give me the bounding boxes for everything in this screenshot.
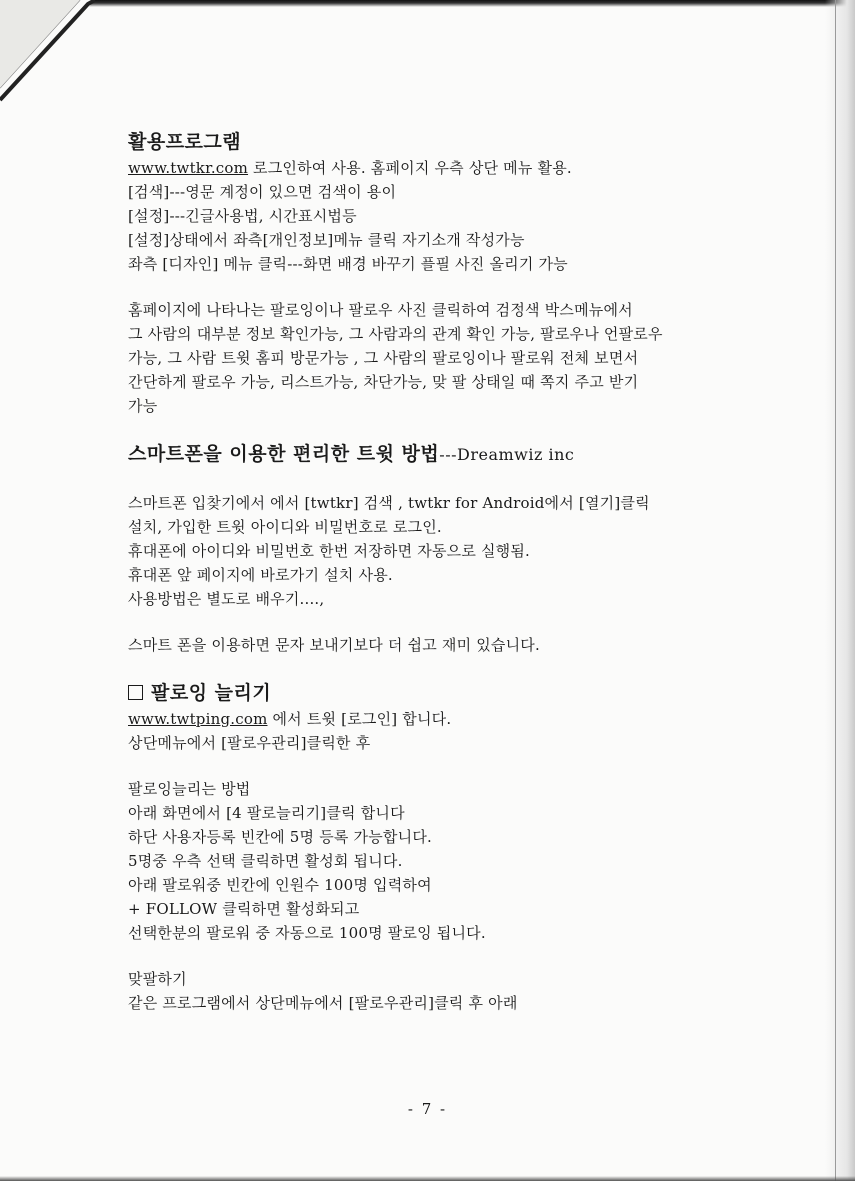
paragraph-line: 가능, 그 사람 트윗 홈피 방문가능 , 그 사람의 팔로잉이나 팔로워 전체 보면서 [128, 349, 639, 367]
section-title-following: 팔로잉 늘리기 [128, 679, 748, 707]
method-line: 5명중 우측 선택 클릭하면 활성회 됩니다. [128, 852, 403, 870]
scan-right-edge-line [835, 0, 836, 1181]
text-line: www.twtkr.com 로그인하여 사용. 홈페이지 우측 상단 메뉴 활용. [128, 159, 572, 177]
section-title-smartphone: 스마트폰을 이용한 편리한 트윗 방법---Dreamwiz inc [128, 443, 575, 465]
text-line: 설치, 가입한 트윗 아이디와 비밀번호로 로그인. [128, 518, 442, 536]
paragraph-line: 홈페이지에 나타나는 팔로잉이나 팔로우 사진 클릭하여 검정색 박스메뉴에서 [128, 301, 633, 319]
method-title: 팔로잉늘리는 방법 [128, 780, 251, 798]
scan-top-edge [0, 0, 855, 7]
closing-line: 스마트 폰을 이용하면 문자 보내기보다 더 쉽고 재미 있습니다. [128, 636, 540, 654]
paragraph-line: 그 사람의 대부분 정보 확인가능, 그 사람과의 관계 확인 가능, 팔로우나 언팔로우 [128, 325, 663, 343]
mutual-follow-title: 맞팔하기 [128, 970, 187, 988]
mutual-follow-line: 같은 프로그램에서 상단메뉴에서 [팔로우관리]클릭 후 아래 [128, 994, 518, 1012]
folded-corner-shadow [0, 0, 95, 105]
method-line: + FOLLOW 클릭하면 활성화되고 [128, 900, 360, 918]
text-line: [설정]---긴글사용법, 시간표시법등 [128, 207, 357, 225]
section-title-programs: 활용프로그램 [128, 131, 242, 153]
text-line: [검색]---영문 계정이 있으면 검색이 용이 [128, 183, 397, 201]
scan-right-edge [825, 0, 855, 1181]
text-line: 사용방법은 별도로 배우기...., [128, 590, 325, 608]
text-line: www.twtping.com 에서 트윗 [로그인] 합니다. [128, 710, 452, 728]
twtkr-link[interactable]: www.twtkr.com [128, 159, 249, 177]
document-body [128, 128, 748, 1015]
page-number: - 7 - [407, 1100, 448, 1118]
paragraph-line: 가능 [128, 397, 158, 415]
text-line: 상단메뉴에서 [팔로우관리]클릭한 후 [128, 734, 371, 752]
scan-bottom-edge [0, 1176, 855, 1181]
method-line: 아래 화면에서 [4 팔로늘리기]클릭 합니다 [128, 804, 405, 822]
text-line: 스마트폰 입찾기에서 에서 [twtkr] 검색 , twtkr for Android에서 [열기]클릭 [128, 494, 650, 512]
text-line: 좌측 [디자인] 메뉴 클릭---화면 배경 바꾸기 플필 사진 올리기 가능 [128, 255, 568, 273]
twtping-link[interactable]: www.twtping.com [128, 710, 268, 728]
text-line: 휴대폰 앞 페이지에 바로가기 설치 사용. [128, 566, 393, 584]
checkbox-icon [128, 685, 143, 700]
method-line: 선택한분의 팔로워 중 자동으로 100명 팔로잉 됩니다. [128, 924, 486, 942]
text-line: 휴대폰에 아이디와 비밀번호 한번 저장하면 자동으로 실행됨. [128, 542, 531, 560]
text-line: [설정]상태에서 좌측[개인정보]메뉴 클릭 자기소개 작성가능 [128, 231, 525, 249]
paragraph-line: 간단하게 팔로우 가능, 리스트가능, 차단가능, 맞 팔 상태일 때 쪽지 주고 받기 [128, 373, 639, 391]
method-line: 하단 사용자등록 빈칸에 5명 등록 가능합니다. [128, 828, 432, 846]
method-line: 아래 팔로워중 빈칸에 인원수 100명 입력하여 [128, 876, 432, 894]
